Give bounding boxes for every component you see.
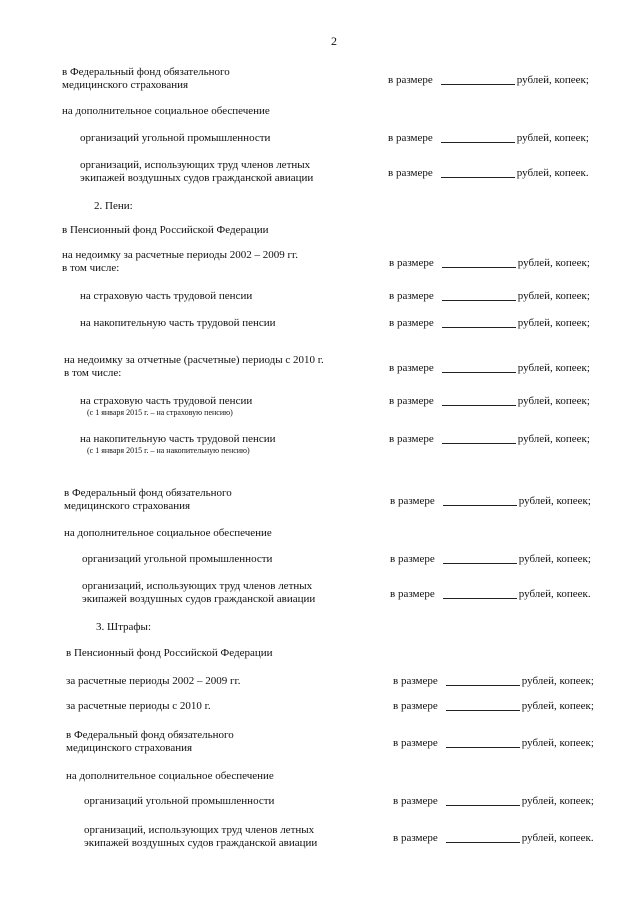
amount-blank-input[interactable]	[442, 257, 516, 268]
amount-prefix: в размере	[393, 737, 438, 749]
amount-prefix: в размере	[393, 795, 438, 807]
amount-suffix: рублей, копеек;	[517, 395, 590, 407]
amount-field	[393, 737, 594, 750]
row-text: на дополнительное социальное обеспечение	[62, 105, 270, 117]
row-text: в том числе:	[62, 262, 120, 274]
amount-suffix: рублей, копеек;	[518, 553, 591, 565]
amount-field	[388, 167, 589, 180]
amount-prefix: в размере	[389, 362, 434, 374]
amount-suffix: рублей, копеек;	[517, 433, 590, 445]
row-text: медицинского страхования	[64, 500, 191, 512]
row-text: 2. Пени:	[94, 200, 133, 212]
amount-prefix: в размере	[393, 675, 438, 687]
row-text: на дополнительное социальное обеспечение	[64, 527, 272, 539]
amount-blank-input[interactable]	[442, 290, 516, 301]
amount-blank-input[interactable]	[442, 395, 516, 406]
row-text: за расчетные периоды с 2010 г.	[66, 700, 211, 712]
amount-prefix: в размере	[390, 588, 435, 600]
amount-prefix: в размере	[389, 317, 434, 329]
amount-field	[389, 433, 590, 446]
amount-blank-input[interactable]	[441, 167, 515, 178]
amount-blank-input[interactable]	[446, 832, 520, 843]
amount-prefix: в размере	[393, 700, 438, 712]
amount-field	[389, 362, 590, 375]
row-text: на накопительную часть трудовой пенсии	[80, 317, 276, 329]
amount-blank-input[interactable]	[442, 433, 516, 444]
row-text: организаций, использующих труд членов летных	[84, 824, 315, 836]
row-text: за расчетные периоды 2002 – 2009 гг.	[66, 675, 241, 687]
amount-prefix: в размере	[388, 167, 433, 179]
amount-field	[388, 132, 589, 145]
amount-prefix: в размере	[390, 553, 435, 565]
amount-suffix: рублей, копеек.	[521, 832, 594, 844]
row-text: в Федеральный фонд обязательного	[64, 487, 232, 499]
amount-blank-input[interactable]	[443, 495, 517, 506]
amount-suffix: рублей, копеек;	[521, 700, 594, 712]
row-note: (с 1 января 2015 г. – на страховую пенсию)	[87, 408, 233, 417]
row-text: организаций угольной промышленности	[84, 795, 275, 807]
row-text: экипажей воздушных судов гражданской авиации	[82, 593, 316, 605]
row-text: на страховую часть трудовой пенсии	[80, 290, 253, 302]
row-text: 3. Штрафы:	[96, 621, 151, 633]
amount-suffix: рублей, копеек;	[521, 737, 594, 749]
row-text: в Федеральный фонд обязательного	[62, 66, 230, 78]
amount-field	[393, 795, 594, 808]
amount-suffix: рублей, копеек;	[518, 495, 591, 507]
page-number: 2	[331, 34, 337, 48]
amount-blank-input[interactable]	[443, 588, 517, 599]
row-text: на страховую часть трудовой пенсии	[80, 395, 253, 407]
amount-prefix: в размере	[390, 495, 435, 507]
amount-blank-input[interactable]	[441, 74, 515, 85]
row-text: в Пенсионный фонд Российской Федерации	[62, 224, 269, 236]
amount-blank-input[interactable]	[446, 795, 520, 806]
amount-field	[389, 257, 590, 270]
amount-blank-input[interactable]	[446, 675, 520, 686]
amount-field	[393, 675, 594, 688]
amount-suffix: рублей, копеек;	[517, 362, 590, 374]
amount-field	[390, 495, 591, 508]
amount-suffix: рублей, копеек;	[521, 795, 594, 807]
amount-field	[389, 290, 590, 303]
amount-suffix: рублей, копеек.	[518, 588, 591, 600]
row-text: организаций, использующих труд членов летных	[80, 159, 311, 171]
amount-prefix: в размере	[389, 257, 434, 269]
amount-field	[393, 700, 594, 713]
row-text: на недоимку за отчетные (расчетные) периоды с 2010 г.	[64, 354, 324, 366]
amount-prefix: в размере	[388, 132, 433, 144]
amount-blank-input[interactable]	[441, 132, 515, 143]
amount-blank-input[interactable]	[442, 362, 516, 373]
row-text: экипажей воздушных судов гражданской авиации	[80, 172, 314, 184]
row-text: экипажей воздушных судов гражданской авиации	[84, 837, 318, 849]
row-text: медицинского страхования	[66, 742, 193, 754]
amount-blank-input[interactable]	[443, 553, 517, 564]
amount-prefix: в размере	[389, 395, 434, 407]
amount-suffix: рублей, копеек;	[517, 317, 590, 329]
amount-field	[389, 317, 590, 330]
row-text: организаций угольной промышленности	[80, 132, 271, 144]
amount-prefix: в размере	[389, 433, 434, 445]
amount-suffix: рублей, копеек;	[517, 257, 590, 269]
amount-prefix: в размере	[389, 290, 434, 302]
amount-suffix: рублей, копеек;	[521, 675, 594, 687]
amount-field	[388, 74, 589, 87]
amount-suffix: рублей, копеек.	[516, 167, 589, 179]
row-text: в Федеральный фонд обязательного	[66, 729, 234, 741]
amount-blank-input[interactable]	[442, 317, 516, 328]
amount-prefix: в размере	[388, 74, 433, 86]
amount-prefix: в размере	[393, 832, 438, 844]
amount-field	[393, 832, 594, 845]
amount-blank-input[interactable]	[446, 737, 520, 748]
amount-field	[389, 395, 590, 408]
row-text: в том числе:	[64, 367, 122, 379]
amount-field	[390, 588, 591, 601]
row-text: на дополнительное социальное обеспечение	[66, 770, 274, 782]
amount-suffix: рублей, копеек;	[517, 290, 590, 302]
row-text: медицинского страхования	[62, 79, 189, 91]
row-text: на накопительную часть трудовой пенсии	[80, 433, 276, 445]
amount-blank-input[interactable]	[446, 700, 520, 711]
amount-suffix: рублей, копеек;	[516, 74, 589, 86]
row-text: на недоимку за расчетные периоды 2002 – 2009 гг.	[62, 249, 299, 261]
row-note: (с 1 января 2015 г. – на накопительную пенсию)	[87, 446, 250, 455]
amount-suffix: рублей, копеек;	[516, 132, 589, 144]
amount-field	[390, 553, 591, 566]
row-text: организаций, использующих труд членов летных	[82, 580, 313, 592]
row-text: организаций угольной промышленности	[82, 553, 273, 565]
row-text: в Пенсионный фонд Российской Федерации	[66, 647, 273, 659]
